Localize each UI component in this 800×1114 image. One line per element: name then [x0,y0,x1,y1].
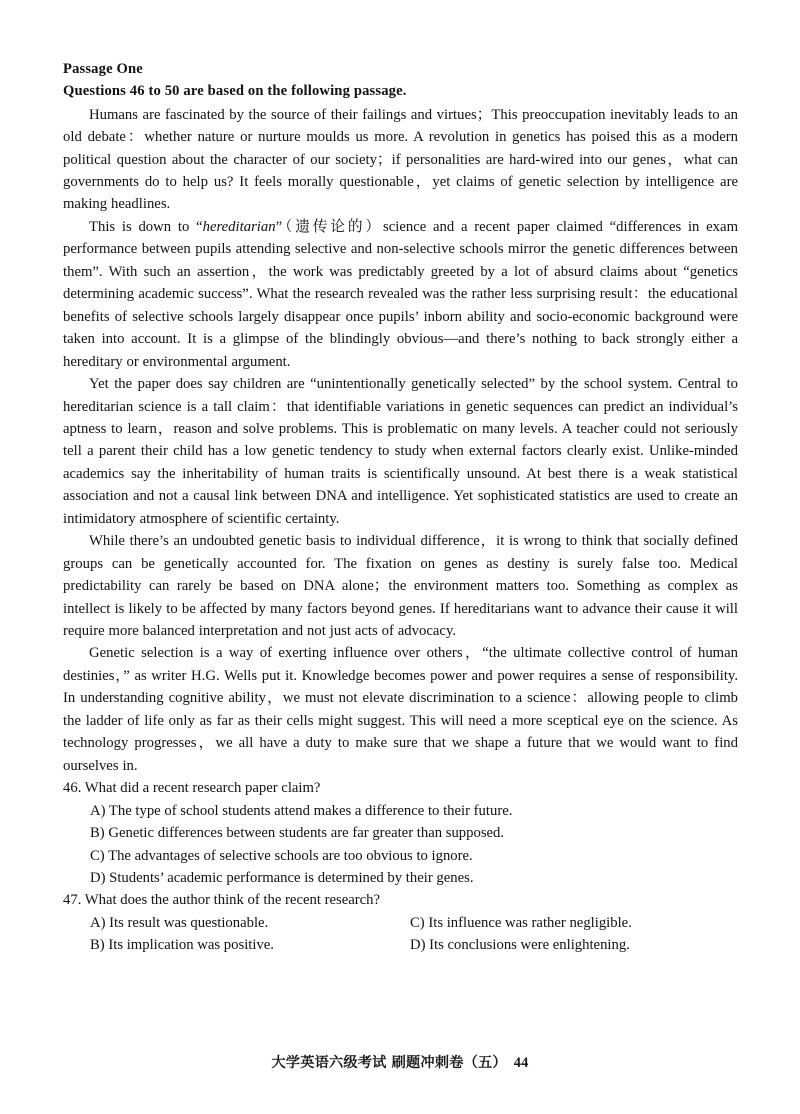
paragraph-2-lead: This is down to “ [89,218,203,235]
passage-paragraph-1: Humans are fascinated by the source of their failings and virtues；This preoccupation inevitably leads to an old debate：whether nature or nurture moulds us more. A revolution in genetics has poised this as a modern political question about the character of our society；if personalities are hard-wired into our genes，what can governments do to help us? It feels morally questionable，yet claims of genetic selection by intelligence are making headlines. [63,106,738,213]
question-46-option-b[interactable]: B) Genetic differences between students are far greater than supposed. [90,825,505,842]
question-47-option-c[interactable]: C) Its influence was rather negligible. [410,914,632,931]
question-46-option-c[interactable]: C) The advantages of selective schools are too obvious to ignore. [90,847,473,864]
question-47 [63,889,738,956]
passage-paragraph-2 [63,216,738,373]
footer-exam-title: 大学英语六级考试 刷题冲刺卷（五） [271,1055,507,1071]
passage-paragraph-4: While there’s an undoubted genetic basis to individual difference，it is wrong to think that socially defined groups can be genetically accounted for. The fixation on genes as destiny is surely false too. Medical predictability can rarely be based on DNA alone；the environment matters too. Something as complex as intellect is likely to be affected by many factors beyond genes. If hereditarians want to advance their cause it will require more balanced interpretation and not just acts of advocacy. [63,533,738,640]
question-47-stem: 47. What does the author think of the recent research? [63,892,381,909]
question-46-option-d[interactable]: D) Students’ academic performance is determined by their genes. [90,870,474,887]
hereditarian-italic-term: hereditarian [202,218,276,235]
question-46-option-a[interactable]: A) The type of school students attend makes a difference to their future. [90,802,513,819]
questions-intro-heading: Questions 46 to 50 are based on the following passage. [63,83,407,100]
page-footer [0,1052,800,1072]
passage-paragraph-5: Genetic selection is a way of exerting influence over others，“the ultimate collective control of human destinies，” as writer H.G. Wells put it. Knowledge becomes power and power requires a sense of responsibility. In understanding cognitive ability，we must not elevate discrimination to a science：allowing people to climb the ladder of life only as far as their cells might suggest. This will need a more sceptical eye on the science. As technology progresses，we all have a duty to make sure that we shape a future that we would want to find ourselves in. [63,645,738,774]
passage-paragraph-3: Yet the paper does say children are “unintentionally genetically selected” by the school system. Central to hereditarian science is a tall claim：that identifiable variations in genetic sequences can predict an individual’s aptness to learn，reason and solve problems. This is problematic on many levels. A teacher could not seriously tell a parent their child has a low genetic tendency to study when external factors clearly exist. Unlike-minded academics say the inheritability of human traits is scientifically unsound. At best there is a weak statistical association and not a causal link between DNA and intelligence. Yet sophisticated statistics are used to create an intimidatory atmosphere of scientific certainty. [63,376,738,527]
passage-heading: Passage One [63,61,143,77]
question-47-option-b[interactable]: B) Its implication was positive. [90,937,274,954]
page-content [63,58,738,957]
question-47-options [63,912,738,957]
question-47-option-d[interactable]: D) Its conclusions were enlightening. [410,937,630,954]
question-46 [63,777,738,889]
paragraph-2-remainder: ”（遗传论的）science and a recent paper claimed “differences in exam performance between pupils attending selective and non-selective schools mirror the genetic differences between them”. With such an assertion，the work was predictably greeted by a lot of absurd claims about “genetics determining academic success”. What the research revealed was the rather less surprising result：the educational benefits of selective schools largely disappear once pupils’ inborn ability and socio-economic background were taken into account. It is a glimpse of the blindingly obvious—and there’s nothing to back strongly either a hereditary or environmental argument. [63,218,738,370]
footer-page-number: 44 [513,1055,529,1071]
question-46-options [63,800,738,890]
question-47-option-a[interactable]: A) Its result was questionable. [90,914,269,931]
question-46-stem: 46. What did a recent research paper claim? [63,780,321,797]
